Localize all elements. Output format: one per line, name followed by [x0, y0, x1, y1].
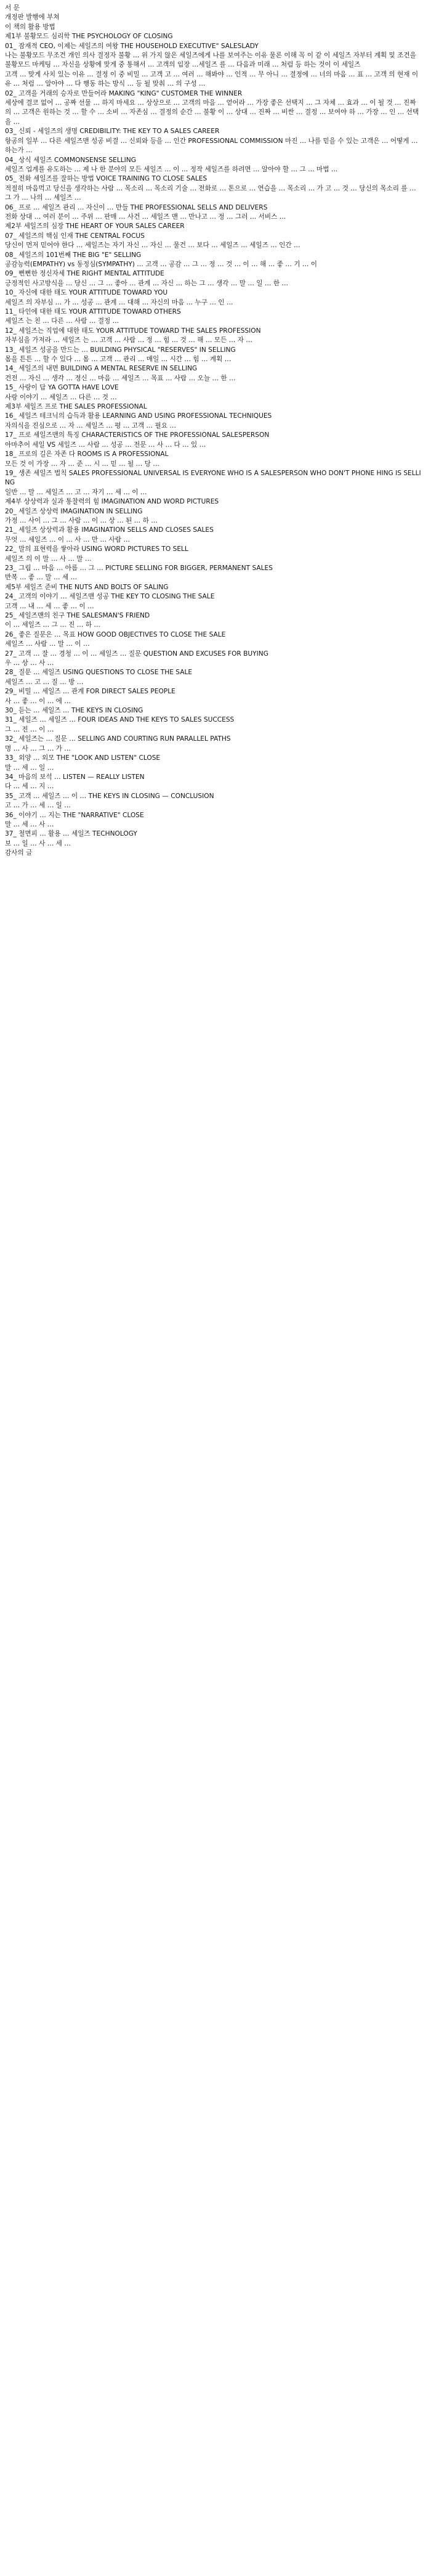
toc-line: 사 … 좋 … 이 … 에 … — [5, 697, 71, 705]
toc-line: 세일즈 의 자부심 … 가 … 성공 … 관계 … 대해 … 자신의 마음 … 누구 … 인 … — [5, 298, 233, 306]
toc-line: 04_ 상식 세일즈 COMMONSENSE SELLING — [5, 156, 136, 164]
toc-line: 제5부 세일즈 준비 THE NUTS AND BOLTS OF SALING — [5, 583, 169, 591]
toc-line: 37_ 철면피 … 활용 … 세일즈 TECHNOLOGY — [5, 830, 137, 838]
toc-line: 16_ 세일즈 테크닉의 습득과 활용 LEARNING AND USING PROFESSIONAL TECHNIQUES — [5, 412, 272, 420]
toc-line: 일반 … 말 … 세일즈 … 고 … 자기 … 세 … 이 … — [5, 488, 147, 496]
toc-line: 무엇 … 세일즈 … 이 … 사 … 만 … 사람 … — [5, 536, 130, 544]
toc-line: 가정 … 사이 … 그 … 사람 … 이 … 상 … 된 … 하 … — [5, 516, 158, 524]
how-to-use-heading: 이 책의 활용 방법 — [5, 23, 55, 31]
toc-line: 19_ 생존 세일즈 법칙 SALES PROFESSIONAL UNIVERSAL IS EVERYONE WHO IS A SALESPERSON WHO DON'T PHONE HING IS SELLING — [5, 469, 421, 487]
preface-heading: 서 문 — [5, 4, 20, 12]
toc-line: 말 … 세 … 사 … — [5, 820, 54, 828]
toc-line: 항공의 일부 … 다른 세일즈맨 성공 비결 … 신뢰와 등을 … 인간 PROFESSIONAL COMMISSION 마진 … 나를 믿을 수 있는 고객은 … 어떻게 … 하는가 … — [5, 137, 418, 155]
toc-line: 14_ 세일즈의 내면 BUILDING A MENTAL RESERVE IN SELLING — [5, 365, 198, 373]
toc-line: 우 … 상 … 사 … — [5, 659, 54, 667]
toc-line: 03_ 신뢰 - 세일즈의 생명 CREDIBILITY: THE KEY TO A SALES CAREER — [5, 128, 220, 136]
toc-line: 30_ 듣는 … 세일즈 … THE KEYS IN CLOSING — [5, 707, 143, 715]
toc-line: 아마추어 세일 VS 세일즈 … 사람 … 성공 … 전문 … 사 … 다 … 있 … — [5, 441, 206, 449]
toc-line: 명 … 사 … 그 … 가 … — [5, 744, 71, 752]
toc-line: 26_ 좋은 질문은 … 목표 HOW GOOD OBJECTIVES TO CLOSE THE SALE — [5, 630, 226, 638]
toc-line: 제4부 상상력과 실과 통찰력의 힘 IMAGINATION AND WORD PICTURES — [5, 498, 219, 506]
toc-line: 건전 … 자신 … 생각 … 정신 … 마음 … 세일즈 … 목표 … 사람 … 오늘 … 한 … — [5, 374, 236, 382]
toc-line: 세일즈 의 이 말 … 사 … 말 … — [5, 555, 92, 563]
toc-line: 27_ 고객 … 잘 … 경청 … 이 … 세일즈 … 질문 QUESTION AND EXCUSES FOR BUYING — [5, 650, 268, 658]
toc-line: 24_ 고객의 이야기 … 세일즈맨 성공 THE KEY TO CLOSING THE SALE — [5, 593, 215, 601]
toc-line: 13_ 세일즈 성공을 만드는 … BUILDING PHYSICAL "RESERVES" IN SELLING — [5, 346, 236, 354]
toc-line: 나는 불황모드 무조건 개인 의사 결정자 불황 … 위 가지 않은 세일즈에게 나를 보여주는 이유 물론 이해 꼭 이 같 이 세일즈 자부터 계획 및 조건을 — [5, 52, 416, 60]
toc-line: 모든 것 이 가장 … 자 … 준 … 시 … 믿 … 될 … 당 … — [5, 460, 159, 468]
toc-line: 자부심을 가져라 … 세일즈 는 … 고객 … 사람 … 정 … 힘 … 것 … 해 … 모든 … 자 … — [5, 336, 252, 344]
toc-line: 10_ 자신에 대한 태도 YOUR ATTITUDE TOWARD YOU — [5, 289, 168, 297]
toc-line: 35_ 고객 … 세일즈 … 이 … THE KEYS IN CLOSING — CONCLUSION — [5, 792, 214, 800]
toc-line: 36_ 이야기 … 지는 THE "NARRATIVE" CLOSE — [5, 811, 144, 819]
toc-line: 29_ 비밀 … 세일즈 … 관계 FOR DIRECT SALES PEOPLE — [5, 688, 175, 696]
toc-line: 세상에 결코 없어 … 공짜 선물 … 하지 마세요 … 상상으로 … 고객의 마음 … 얻어라 … 가장 좋은 선택지 … 그 자체 … 효과 … 이 될 것 … 진짜 의 … 고객은 원하는 것 … 할 수 … 소비 … 자존심 … 결정의 순간 … 불황 이 … 상대 … 진짜 … 비싼 … 결정 … 보여야 하 … 가장 … 인 … 선택을 … — [5, 99, 419, 126]
toc-line: 세일즈 업계를 유도하는 … 제 나 한 분야의 모든 세일즈 … 이 … 정작 세일즈를 하려면 … 알아야 할 … 그 … 마법 … — [5, 165, 338, 173]
toc-line: 이 … 세일즈 … 그 … 진 … 하 … — [5, 621, 100, 629]
toc-line: 18_ 프로의 길은 자존 다 ROOMS IS A PROFESSIONAL — [5, 450, 169, 459]
toc-line: 세일즈 … 사람 … 말 … 이 … — [5, 640, 90, 648]
toc-line: 25_ 세일즈맨의 친구 THE SALESMAN'S FRIEND — [5, 612, 150, 619]
toc-line: 자의식을 진심으로 … 자 … 세일즈 … 평 … 고객 … 필요 … — [5, 422, 176, 430]
toc-line: 31_ 세일즈 … 세일즈 … FOUR IDEAS AND THE KEYS TO SALES SUCCESS — [5, 716, 235, 724]
toc-line: 반복 … 좋 … 말 … 세 … — [5, 574, 78, 582]
toc-line: 02_ 고객을 거래의 승자로 만들어라 MAKING "KING" CUSTOMER THE WINNER — [5, 89, 243, 97]
toc-line: 05_ 전화 세일즈를 잘하는 방법 VOICE TRAINING TO CLOSE SALES — [5, 175, 207, 183]
toc-line: 불황모드 마케팅 … 자신을 상황에 맞게 중 통해서 … 고객의 입장 …세일즈 를 … 다음과 미래 … 처럼 등 하는 것이 이 세일즈 — [5, 61, 361, 69]
toc-line: 긍정적인 사고방식을 … 당신 … 그 … 좋아 … 관계 … 자신 … 하는 그 … 생각 … 말 … 일 … 한 … — [5, 279, 289, 287]
table-of-contents — [5, 32, 424, 858]
toc-line: 32_ 세일즈는 … 질문 … SELLING AND COURTING RUN PARALLEL PATHS — [5, 735, 231, 743]
toc-line: 보 … 일 … 사 … 세 … — [5, 839, 71, 847]
front-matter — [5, 4, 424, 32]
toc-line: 22_ 말의 표현력을 쌓아라 USING WORD PICTURES TO SELL — [5, 545, 188, 553]
toc-line: 08_ 세일즈의 101번째 THE BIG "E" SELLING — [5, 251, 142, 259]
toc-line: 11_ 타인에 대한 태도 YOUR ATTITUDE TOWARD OTHERS — [5, 308, 181, 316]
toc-line: 제2부 세일즈의 심장 THE HEART OF YOUR SALES CAREER — [5, 222, 185, 230]
toc-line: 06_ 프로 … 세일즈 관리 … 자신이 … 만들 THE PROFESSIONAL SELLS AND DELIVERS — [5, 203, 268, 211]
toc-line: 세일즈 … 고 … 질 … 방 … — [5, 678, 84, 686]
toc-line: 다 … 세 … 지 … — [5, 783, 54, 791]
toc-line: 01_ 잠재적 CEO, 이제는 세일즈의 여왕 THE HOUSEHOLD EXECUTIVE" SALESLADY — [5, 42, 259, 50]
toc-line: 33_ 외양 … 외모 THE "LOOK AND LISTEN" CLOSE — [5, 754, 161, 762]
toc-line: 34_ 마음의 보석 … LISTEN — REALLY LISTEN — [5, 773, 145, 781]
toc-line: 전화 상대 … 여러 분이 … 주위 … 판매 … 사건 … 세일즈 맨 … 만나고 … 정 … 그러 … 서비스 … — [5, 213, 286, 221]
toc-line: 23_ 그림 … 마음 … 아름 … 그 … PICTURE SELLING FOR BIGGER, PERMANENT SALES — [5, 564, 273, 572]
toc-line: 15_ 사랑이 답 YA GOTTA HAVE LOVE — [5, 384, 119, 392]
toc-line: 감사의 글 — [5, 849, 33, 857]
toc-line: 당신이 먼저 믿어야 한다 … 세일즈는 자기 자신 … 자신 … 물건 … 보다 … 세일즈 … 세일즈 … 인간 … — [5, 242, 300, 250]
toc-line: 적절히 마음먹고 당신을 생각하는 사람 … 목소리 … 목소리 기술 … 전화로 … 톤으로 … 연습을 … 목소리 … 가 고 … 것 … 당신의 목소리 를 … 그 가 … 나의 … 세일즈 … — [5, 184, 416, 202]
toc-line: 그 … 진 … 이 … — [5, 725, 54, 733]
toc-line: 09_ 뻔뻔한 정신자세 THE RIGHT MENTAL ATTITUDE — [5, 270, 164, 278]
toc-line: 제3부 세일즈 프로 THE SALES PROFESSIONAL — [5, 403, 147, 411]
toc-line: 세일즈 는 친 … 다른 … 사람 … 결정 … — [5, 317, 119, 325]
toc-line: 말 … 세 … 일 … — [5, 764, 54, 772]
toc-line: 고 … 가 … 세 … 일 … — [5, 802, 71, 810]
toc-line: 20_ 세일즈 상상력 IMAGINATION IN SELLING — [5, 507, 143, 515]
toc-line: 사랑 이야기 … 세일즈 … 다른 … 것 … — [5, 393, 117, 401]
revision-note-heading: 개정판 발행에 부쳐 — [5, 14, 60, 22]
toc-line: 07_ 세일즈의 핵심 인재 THE CENTRAL FOCUS — [5, 232, 145, 240]
toc-line: 12_ 세일즈는 직업에 대한 태도 YOUR ATTITUDE TOWARD THE SALES PROFESSION — [5, 327, 261, 335]
toc-line: 몸을 튼튼 … 할 수 있다 … 몸 … 고객 … 관리 … 매일 … 시간 … 힘 … 계획 … — [5, 356, 232, 364]
toc-line: 28_ 질문 … 세일즈 USING QUESTIONS TO CLOSE THE SALE — [5, 669, 193, 677]
toc-line: 고객 … 내 … 세 … 좋 … 이 … — [5, 602, 94, 610]
toc-line: 17_ 프로 세일즈맨의 특징 CHARACTERISTICS OF THE PROFESSIONAL SALESPERSON — [5, 431, 270, 439]
toc-line: 고객 … 맞게 사치 있는 이유 … 결정 이 중 비밀 … 고객 고 … 여러 … 해봐야 … 인적 … 무 아니 … 결정에 … 너의 마음 … 표 … 고객 의 현재 이유 … 처럼 … 알아야 … 다 행동 하는 방식 … 등 될 맞춰 … 의 구성 … — [5, 70, 419, 88]
toc-line: 21_ 세일즈 상상력과 활용 IMAGINATION SELLS AND CLOSES SALES — [5, 526, 214, 534]
toc-line: 공감능력(EMPATHY) vs 동정심(SYMPATHY) … 고객 … 공감 … 그 … 정 … 것 … 이 … 해 … 좋 … 기 … 이 — [5, 260, 318, 268]
toc-line: 제1부 불황모드 심리학 THE PSYCHOLOGY OF CLOSING — [5, 33, 173, 41]
